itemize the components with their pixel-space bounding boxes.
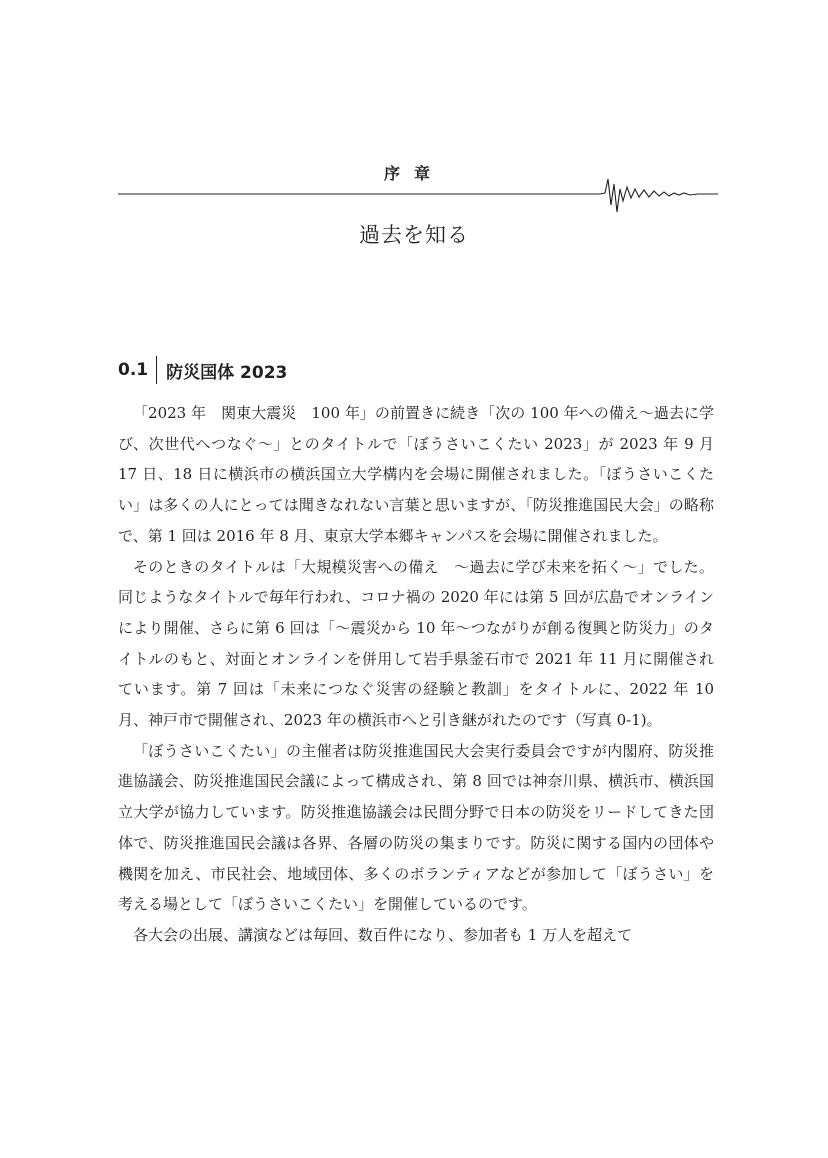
- paragraph: 「ぼうさいこくたい」の主催者は防災推進国民大会実行委員会ですが内閣府、防災推進協議会、防災推進国民会議によって構成され、第 8 回では神奈川県、横浜市、横浜国立大学が協力しています。防災推進協議会は民間分野で日本の防災をリードしてきた団体で、防災推進国民会議は各界、各層の防災の集まりです。防災に関する国内の団体や機関を加え、市民社会、地域団体、多くのボランティアなどが参加して「ぼうさい」を考える場として「ぼうさいこくたい」を開催しているのです。: [118, 741, 714, 914]
- paragraph: そのときのタイトルは「大規模災害への備え ～過去に学び未来を拓く～」でした。同じようなタイトルで毎年行われ、コロナ禍の 2020 年には第 5 回が広島でオンラインにより開催、さらに第 6 回は「～震災から 10 年～つながりが創る復興と防災力」のタイトルのもと、対面とオンラインを併用して岩手県釜石市で 2021 年 11 月に開催されています。第 7 回は「未来につなぐ災害の経験と教訓」をタイトルに、2022 年 10 月、神戸市で開催され、2023 年の横浜市へと引き継がれたのです（写真 0-1)。: [118, 557, 714, 730]
- chapter-label: 序章: [383, 164, 444, 183]
- section-number: 0.1: [118, 360, 149, 380]
- paragraph: 「2023 年 関東大震災 100 年」の前置きに続き「次の 100 年への備え～過去に学び、次世代へつなぐ～」とのタイトルで「ぼうさいこくたい 2023」が 2023 年 9 月 17 日、18 日に横浜市の横浜国立大学構内を会場に開催されました。「ぼうさいこくたい」は多くの人にとっては聞きなれない言葉と思いますが、「防災推進国民大会」の略称で、第 1 回は 2016 年 8 月、東京大学本郷キャンパスを会場に開催されました。: [118, 404, 714, 545]
- paragraph: 各大会の出展、講演などは毎回、数百件になり、参加者も 1 万人を超えて: [133, 925, 633, 944]
- section-title: 防災国体 2023: [166, 362, 288, 383]
- seismograph-rule: [118, 170, 718, 220]
- chapter-title: 過去を知る: [359, 223, 469, 247]
- seismograph-line: [118, 179, 718, 212]
- section-divider: [156, 356, 157, 384]
- section-heading: [118, 356, 287, 384]
- body-text: [118, 398, 714, 951]
